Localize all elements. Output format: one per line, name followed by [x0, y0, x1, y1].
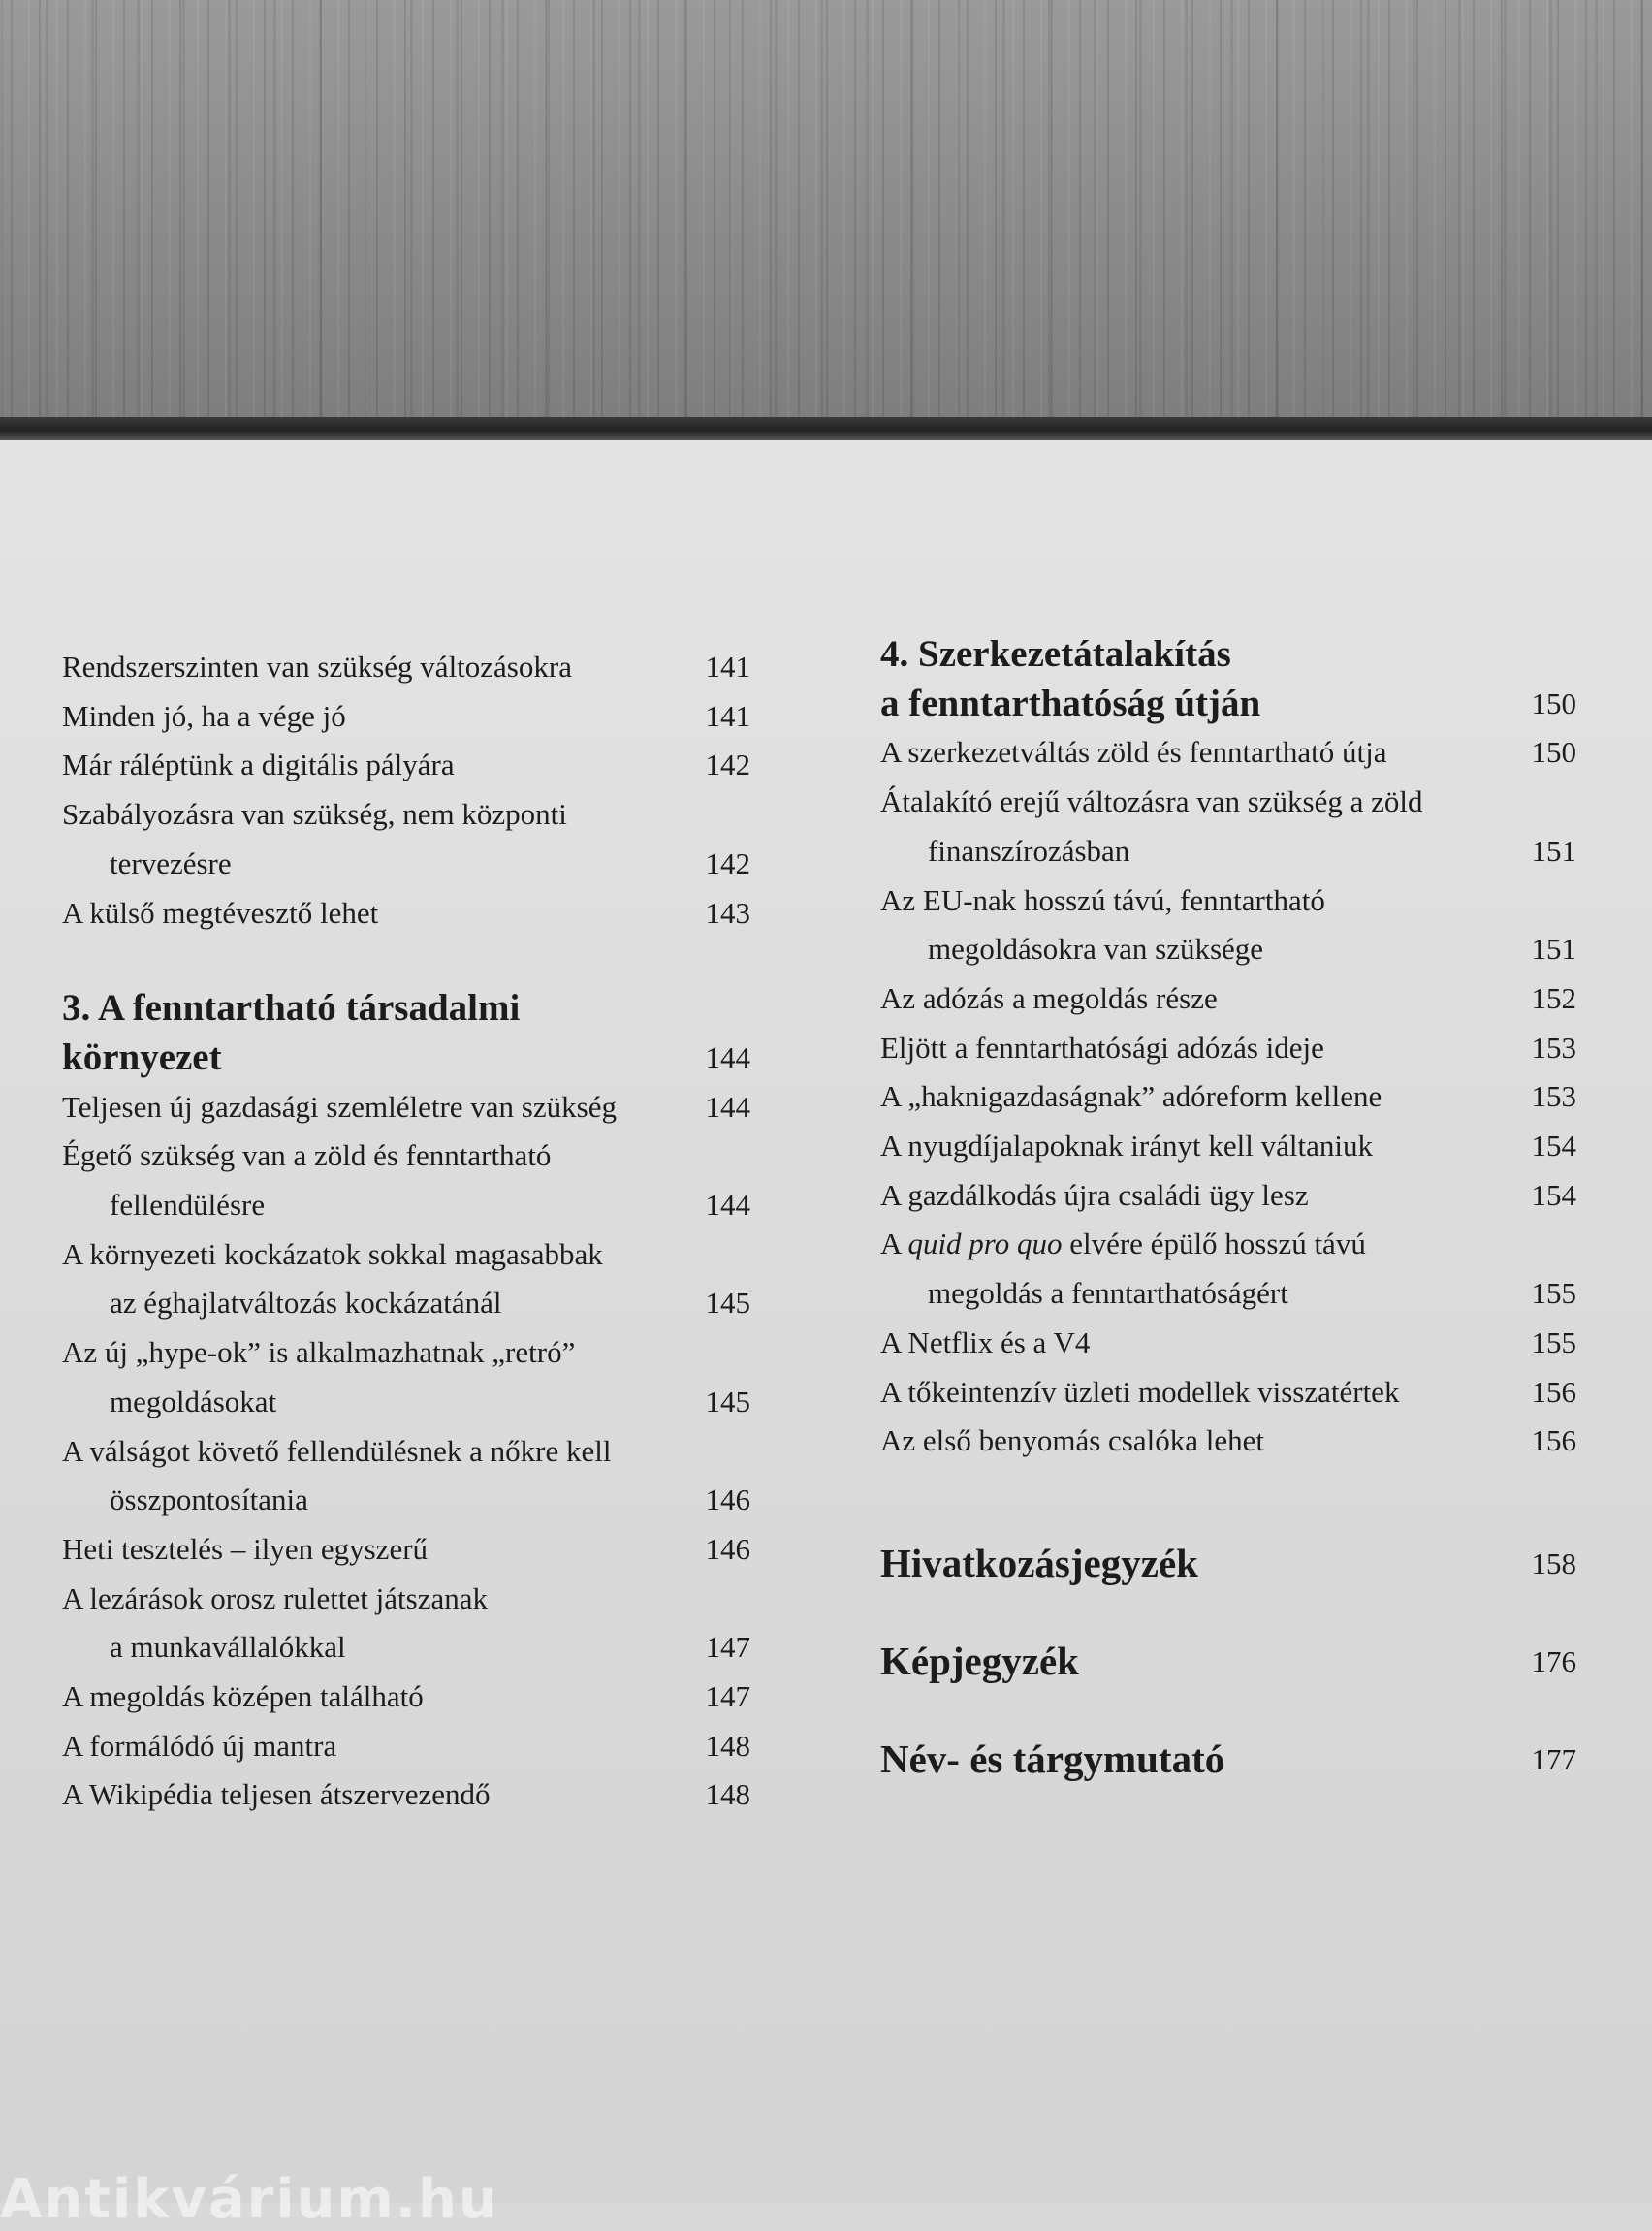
toc-section [880, 1514, 1576, 1612]
toc-entry [880, 778, 1576, 876]
entry-title: A megoldás középen található [62, 1679, 424, 1714]
toc-entries-c [880, 1319, 1576, 1466]
toc-entries [880, 728, 1576, 1220]
chapter-title-line2: környezet [62, 1036, 222, 1078]
toc-section [880, 1710, 1576, 1808]
toc-entry [880, 1024, 1576, 1073]
entry-title: Az EU-nak hosszú távú, fenntartható [880, 882, 1325, 917]
entry-title: A nyugdíjalapoknak irányt kell váltaniuk [880, 1129, 1373, 1163]
page-number: 153 [1531, 1079, 1576, 1114]
toc-entry [62, 889, 750, 939]
page-number: 151 [1531, 833, 1576, 868]
page-number: 153 [1531, 1030, 1576, 1065]
page-number: 145 [705, 1286, 750, 1321]
toc-entry [880, 974, 1576, 1024]
entry-title: A külső megtévesztő lehet [62, 895, 379, 930]
entry-title: A lezárások orosz rulettet játszanak [62, 1580, 488, 1615]
toc-entry [62, 1427, 750, 1525]
page-number: 148 [705, 1728, 750, 1763]
entry-title-continuation: fellendülésre [110, 1188, 266, 1223]
page-number: 152 [1531, 980, 1576, 1015]
chapter-title-line2: a fenntarthatóság útján [880, 682, 1261, 724]
toc-entry [880, 1072, 1576, 1122]
chapter-4-heading [880, 630, 1576, 728]
page-number: 176 [1531, 1643, 1576, 1678]
page-number: 156 [1531, 1423, 1576, 1458]
entry-title: Átalakító erejű változásra van szükség a zöld [880, 784, 1423, 819]
page-number: 148 [705, 1777, 750, 1812]
entry-title-continuation: megoldás a fenntarthatóságért [928, 1276, 1288, 1311]
entry-title: Képjegyzék [880, 1638, 1079, 1683]
book-edge [0, 417, 1652, 440]
entry-title: A szerkezetváltás zöld és fenntartható útja [880, 735, 1387, 770]
page-number: 144 [705, 1039, 750, 1074]
toc-entry [62, 1131, 750, 1229]
toc-entry [880, 1122, 1576, 1171]
entry-title: Heti tesztelés – ilyen egyszerű [62, 1531, 429, 1566]
entry-title: Rendszerszinten van szükség változásokra [62, 650, 572, 684]
entry-title: A gazdálkodás újra családi ügy lesz [880, 1177, 1309, 1212]
entry-title: Szabályozásra van szükség, nem központi [62, 797, 567, 832]
toc-right-column [880, 630, 1576, 1808]
italic-phrase: quid pro quo [907, 1227, 1063, 1261]
page-number: 150 [1531, 735, 1576, 770]
entry-title: A Netflix és a V4 [880, 1324, 1091, 1359]
page-number: 145 [705, 1384, 750, 1418]
entry-title: Az új „hype-ok” is alkalmazhatnak „retró” [62, 1335, 576, 1370]
toc-entry [880, 876, 1576, 974]
entry-title-continuation: összpontosítania [110, 1482, 308, 1517]
page-number: 146 [705, 1531, 750, 1566]
entry-title-continuation: az éghajlatváltozás kockázatánál [110, 1286, 502, 1321]
page-number: 158 [1531, 1546, 1576, 1580]
toc-entry [62, 1083, 750, 1132]
entry-title-continuation: megoldásokat [110, 1384, 277, 1418]
toc-entry [62, 1230, 750, 1328]
toc-entry [880, 1171, 1576, 1221]
page-number: 146 [705, 1482, 750, 1517]
toc-entry [62, 1770, 750, 1820]
toc-entry [880, 728, 1576, 778]
toc-entry [62, 1525, 750, 1575]
entry-title: Az első benyomás csalóka lehet [880, 1423, 1264, 1458]
toc-entry [62, 790, 750, 888]
page-number: 147 [705, 1630, 750, 1665]
entry-title: Égető szükség van a zöld és fenntartható [62, 1138, 552, 1173]
toc-entry [62, 1575, 750, 1673]
page-number: 150 [1531, 685, 1576, 720]
entry-title: Teljesen új gazdasági szemléletre van szükség [62, 1089, 617, 1124]
entry-title: Minden jó, ha a vége jó [62, 698, 346, 733]
chapter-title-line1: 3. A fenntartható társadalmi [62, 987, 521, 1030]
toc-entry [62, 1673, 750, 1722]
page-number: 144 [705, 1188, 750, 1223]
entry-title: Eljött a fenntarthatósági adózás ideje [880, 1030, 1324, 1065]
toc-entry [62, 741, 750, 790]
toc-entries-b [62, 1083, 750, 1821]
entry-title: A formálódó új mantra [62, 1728, 337, 1763]
page-number: 154 [1531, 1177, 1576, 1212]
page-number: 142 [705, 748, 750, 782]
page-number: 155 [1531, 1324, 1576, 1359]
toc-entry [62, 1328, 750, 1426]
toc-left-column [62, 643, 750, 1820]
page-number: 142 [705, 845, 750, 880]
entry-title-continuation: a munkavállalókkal [110, 1630, 346, 1665]
page-number: 141 [705, 698, 750, 733]
chapter-title-line1: 4. Szerkezetátalakítás [880, 633, 1231, 675]
entry-title: A tőkeintenzív üzleti modellek visszatértek [880, 1374, 1400, 1409]
toc-entry [62, 692, 750, 742]
chapter-3-heading [62, 984, 750, 1082]
toc-entry [880, 1220, 1576, 1318]
toc-section [880, 1612, 1576, 1710]
page-number: 151 [1531, 932, 1576, 967]
toc-entries-a [62, 643, 750, 938]
entry-title: Név- és tárgymutató [880, 1736, 1225, 1781]
entry-title: A válságot követő fellendülésnek a nőkre kell [62, 1433, 612, 1468]
entry-title: A környezeti kockázatok sokkal magasabbak [62, 1236, 603, 1271]
toc-entry [62, 643, 750, 692]
toc-entry [880, 1368, 1576, 1418]
page-number: 154 [1531, 1129, 1576, 1163]
entry-title: Már ráléptünk a digitális pályára [62, 748, 455, 782]
entry-title: A Wikipédia teljesen átszervezendő [62, 1777, 491, 1812]
page-number: 141 [705, 650, 750, 684]
toc-entry [62, 1722, 750, 1771]
entry-title: A „haknigazdaságnak” adóreform kellene [880, 1079, 1382, 1114]
page-number: 177 [1531, 1741, 1576, 1776]
entry-title-continuation: finanszírozásban [928, 833, 1130, 868]
page-number: 144 [705, 1089, 750, 1124]
wooden-table-background [0, 0, 1652, 423]
page-number: 156 [1531, 1374, 1576, 1409]
page-number: 147 [705, 1679, 750, 1714]
entry-title-continuation: megoldásokra van szüksége [928, 932, 1264, 967]
entry-title: Az adózás a megoldás része [880, 980, 1218, 1015]
watermark: Antikvárium.hu [0, 2168, 499, 2231]
toc-back-matter [880, 1514, 1576, 1808]
page-number: 155 [1531, 1276, 1576, 1311]
toc-entry [880, 1319, 1576, 1368]
page-number: 143 [705, 895, 750, 930]
entry-title: A quid pro quo elvére épülő hosszú távú [880, 1227, 1366, 1261]
entry-title-continuation: tervezésre [110, 845, 232, 880]
toc-entry [880, 1417, 1576, 1466]
entry-title: Hivatkozásjegyzék [880, 1540, 1198, 1585]
